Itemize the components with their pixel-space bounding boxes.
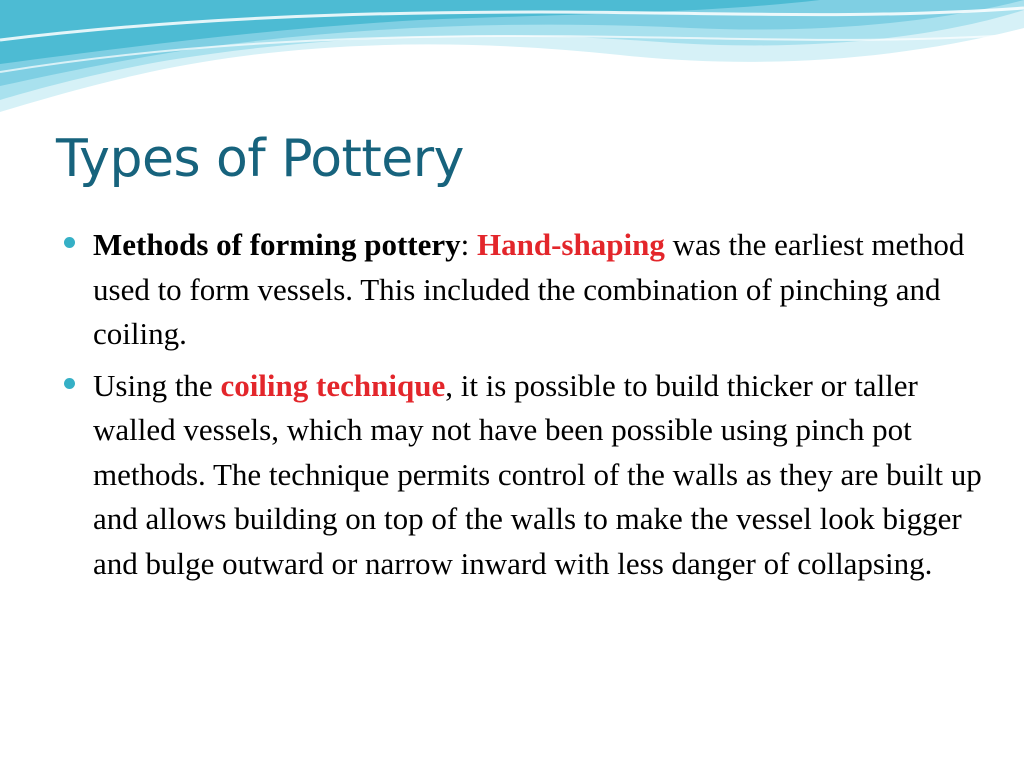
- highlight-coiling-technique: coiling technique: [220, 367, 446, 403]
- bullet-item-forming-methods: [62, 223, 982, 357]
- slide-title: Types of Pottery: [56, 129, 464, 189]
- circle-bullet-icon: [64, 237, 75, 248]
- header-wave-decoration: [0, 0, 1024, 120]
- circle-bullet-icon: [64, 378, 75, 389]
- bullet-colon: :: [460, 227, 478, 262]
- highlight-hand-shaping: Hand-shaping: [477, 227, 665, 262]
- bullet-before-text: Using the: [93, 367, 221, 403]
- bullet-item-coiling: [62, 364, 982, 587]
- slide-body: [62, 223, 982, 593]
- bullet-rest-text: was the earliest method used to form vessels. This included the combination of pinching and coiling.: [93, 227, 965, 351]
- bullet-lead-bold: Methods of forming pottery: [93, 227, 461, 262]
- bullet-text: [93, 364, 982, 587]
- bullet-rest-text: , it is possible to build thicker or taller walled vessels, which may not have been possible using pinch pot methods. The technique permits control of the walls as they are built up and allows building on top of the walls to make the vessel look bigger and bulge outward or narrow inward with less danger of collapsing.: [93, 367, 982, 581]
- bullet-text: [93, 223, 982, 357]
